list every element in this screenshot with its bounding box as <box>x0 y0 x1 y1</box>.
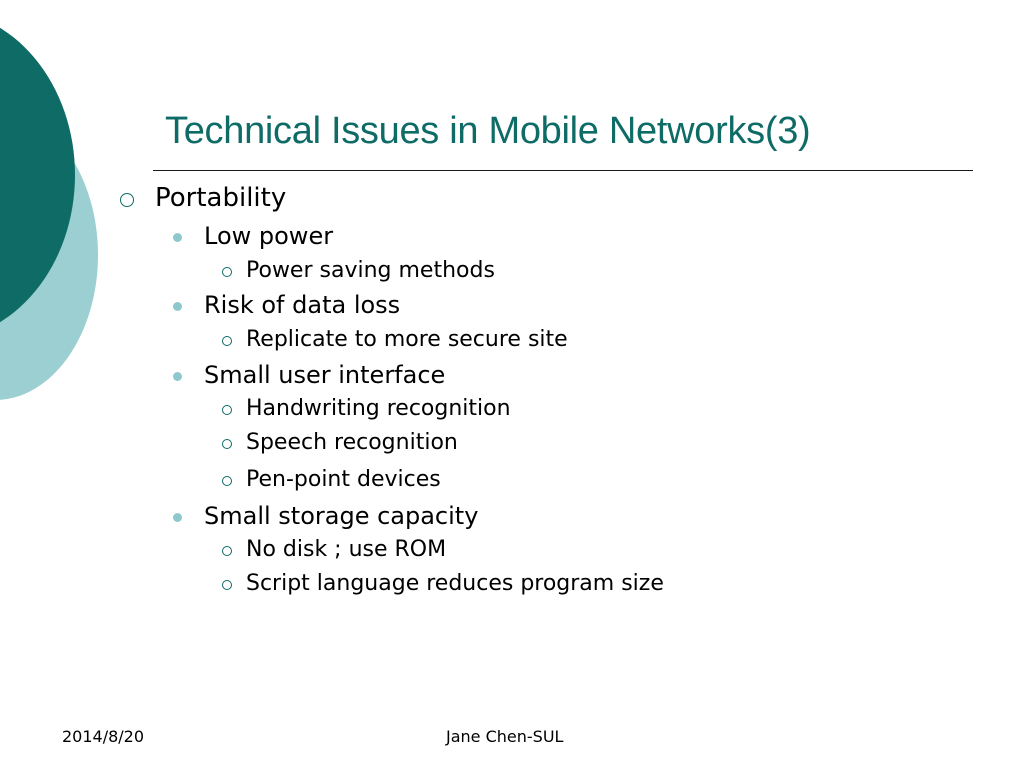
filled-dot-bullet-icon <box>173 302 182 311</box>
bullet-text: Replicate to more secure site <box>246 327 568 352</box>
filled-dot-bullet-icon <box>173 372 182 381</box>
bullet-text: No disk ; use ROM <box>246 537 447 562</box>
list-item <box>222 467 441 492</box>
list-item <box>172 291 400 319</box>
bullet-text: Script language reduces program size <box>246 571 664 596</box>
list-item <box>172 222 333 250</box>
list-item <box>222 258 495 283</box>
list-item <box>222 571 664 596</box>
bullet-text: Speech recognition <box>246 430 458 455</box>
footer-date: 2014/8/20 <box>62 727 145 746</box>
footer-author: Jane Chen-SUL <box>446 727 564 746</box>
bullet-text: Low power <box>204 222 334 250</box>
list-item <box>172 361 445 389</box>
hollow-circle-bullet-icon <box>120 193 134 207</box>
hollow-circle-bullet-icon <box>222 267 232 277</box>
list-item <box>172 502 478 530</box>
hollow-circle-bullet-icon <box>222 336 232 346</box>
list-item <box>222 396 511 421</box>
list-item <box>222 327 568 352</box>
hollow-circle-bullet-icon <box>222 580 232 590</box>
bullet-text: Handwriting recognition <box>246 396 511 421</box>
hollow-circle-bullet-icon <box>222 405 232 415</box>
list-item <box>222 537 446 562</box>
bullet-text: Power saving methods <box>246 258 495 283</box>
bullet-text: Small user interface <box>204 361 446 389</box>
hollow-circle-bullet-icon <box>222 439 232 449</box>
bullet-text: Pen-point devices <box>246 467 441 492</box>
filled-dot-bullet-icon <box>173 513 182 522</box>
hollow-circle-bullet-icon <box>222 546 232 556</box>
hollow-circle-bullet-icon <box>222 476 232 486</box>
list-item <box>222 430 458 455</box>
list-item <box>120 183 286 213</box>
filled-dot-bullet-icon <box>173 233 182 242</box>
bullet-text: Risk of data loss <box>204 291 401 319</box>
bullet-text: Portability <box>155 183 287 213</box>
bullet-text: Small storage capacity <box>204 502 479 530</box>
slide-title: Technical Issues in Mobile Networks(3) <box>165 110 811 152</box>
